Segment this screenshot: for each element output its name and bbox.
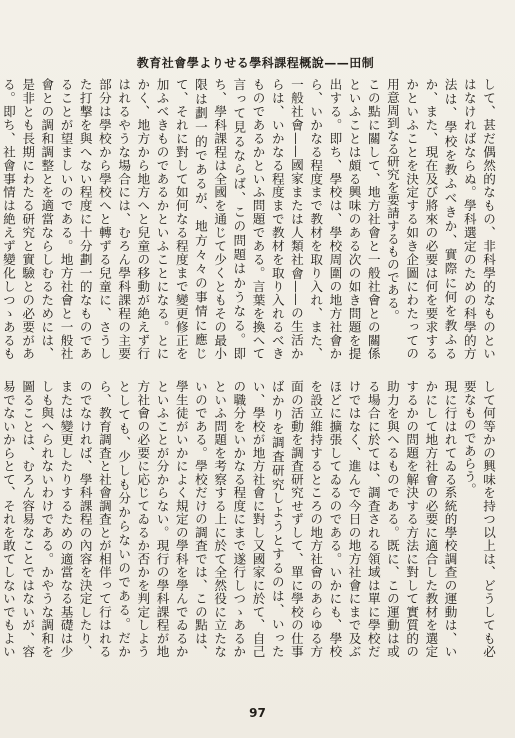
page-number: 97 [249, 706, 266, 720]
text-block-bottom [0, 380, 498, 658]
paragraph: 現に行はれてゐる系統的學校調查の運動は、いかにして地方社會の必要に適合した教材を選定するかの問題を解決する方法に對して實質的の助力を與へるものである。既に、この運動は或る場合に於ては、調査される領域は單に學校だけではなく、進んで今日の地方社會にまで及ぶほどに擴張してゐるのである。いかにも、學校を設立維持するところの地方社會のあらゆる方面の活動を調査研究せずして、單に學校の仕事ばかりを調査研究しようとするのは、いったい、學校が地方社會に對し又國家に於て、自己の職分をいかなる程度にまで遂行しつゝあるかといふ問題を考察する上に於て全然役に立たないのである。學校だけの調査では、この點は、學生徒がいかによく規定の學科を學んでゐるかといふことが分からない。現行の學科課程が地方社會の必要に応じてゐるか否かを判定しようとしても、少しも分からないのである。だから、教育調査と社會調査とが相伴って行はれるのでなければ、學科課程の內容を決定したり、または變更したりするための適當なる基礎は少しも與へられないわけである。かやうな調和を圖ることは、むろん容易なことではないが、容易でないからとて、それを敢てしないでもよい [0, 380, 458, 658]
paragraph: この點に關して、地方社會と一般社會との關係といふことは頗る興味のある次の如き問題を提出する。即ち、學校は、學校周圍の地方社會から、いかなる程度まで教材を取り入れ、また、一般社會——國家または人類社會——の生活からは、いかなる程度まで教材を取り入れるべきものであるかといふ問題である。言葉を換へて言って見るならば、この問題はかうなる。即ち、學科課程は全國を通じて少くともその最小限は劃一的であるが、地方々々の事情に應じて、それに對して如何なる程度まで變更修正を加ふべきものであるかといふことになる。とにかく、地方から地方へと兒童の移動が絶えず行はれるやうな場合には、むろん學科課程の主要部分は學校から學校へと轉ずる兒童に、さうした打撃を與へない程度に十分劃一的なものであることが望ましいのである。地方社會と一般社會との調和調整とを適當ならしむるためには、是非とも長期にわたる研究と實驗との必要がある。即ち、社會事情は絶えず變化しつゝあるも [0, 78, 381, 360]
paragraph: して、甚だ偶然的なもの、非科學的なものといはなければならぬ。學科選定のための科學的方法は、學校を教ふべきか、實際に何を教ふるか、また、現在及び將來の必要は何を要求するかといふことを決定する如き企圖にわたっての用意周到なる研究を要請するものである。 [384, 78, 496, 360]
running-header: 教育社會學よりせる學科課程概說——田制 [136, 56, 375, 70]
text-block-top [0, 78, 498, 360]
paragraph: して何等かの興味を持つ以上は、どうしても必要なものであらう。 [461, 380, 496, 658]
